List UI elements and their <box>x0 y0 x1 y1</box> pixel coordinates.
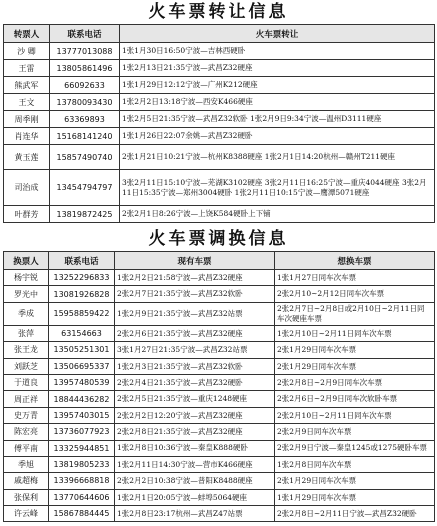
exchange-section <box>0 227 437 522</box>
exchange-header-row <box>4 252 435 270</box>
cell-ticket: 2张2月1日8:26宁波—上饶K584硬卧上下铺 <box>120 206 435 223</box>
cell-want: 2张2月8日~2月9日同车次车票 <box>275 374 435 390</box>
table-row <box>4 128 435 145</box>
cell-have: 2张2月4日21:35宁波—武昌Z32硬卧 <box>115 374 275 390</box>
cell-have: 2张2月5日21:35宁波—重庆1248硬座 <box>115 391 275 407</box>
cell-have: 1张2月1日20:05宁波—蚌埠5064硬座 <box>115 489 275 505</box>
col-header-name: 转票人 <box>4 25 50 43</box>
table-row <box>4 374 435 390</box>
col-header-want: 想换车票 <box>275 252 435 270</box>
cell-want: 2张2月9日同车次车票 <box>275 424 435 440</box>
cell-name: 许云峰 <box>4 506 49 522</box>
cell-phone: 66092633 <box>50 77 120 94</box>
table-row <box>4 407 435 423</box>
cell-ticket: 2张1月21日10:21宁波—杭州K8388硬座 1张2月1日14:20杭州—赣州T211硬座 <box>120 145 435 170</box>
cell-phone: 63154663 <box>49 325 115 341</box>
col-header-ticket: 火车票转让 <box>120 25 435 43</box>
col-header-name: 换票人 <box>4 252 49 270</box>
cell-ticket: 3张2月11日15:10宁波—芜湖K3102硬座 3张2月11日16:25宁波—重庆4044硬座 3张2月11日15:35宁波—郑州3004硬卧 1张2月11日10:15宁波—鹰潭5071硬座 <box>120 170 435 206</box>
table-row <box>4 94 435 111</box>
cell-ticket: 1张1月30日16:50宁波—吉林西硬卧 <box>120 43 435 60</box>
cell-phone: 13325944851 <box>49 440 115 456</box>
cell-have: 2张2月8日21:35宁波—武昌Z32硬座 <box>115 424 275 440</box>
cell-phone: 13819805233 <box>49 456 115 472</box>
table-row <box>4 489 435 505</box>
cell-name: 沙 卿 <box>4 43 50 60</box>
cell-name: 王文 <box>4 94 50 111</box>
exchange-title: 火车票调换信息 <box>148 229 289 249</box>
cell-phone: 13819872425 <box>50 206 120 223</box>
table-row <box>4 342 435 358</box>
cell-phone: 13506695337 <box>49 358 115 374</box>
table-row <box>4 456 435 472</box>
cell-phone: 15857490740 <box>50 145 120 170</box>
col-header-phone: 联系电话 <box>49 252 115 270</box>
table-row <box>4 145 435 170</box>
cell-name: 季成 <box>4 302 49 325</box>
table-row <box>4 391 435 407</box>
cell-want: 2张2月10日~2月11日同车次车票 <box>275 407 435 423</box>
cell-want: 1张1月27日同车次车票 <box>275 270 435 286</box>
cell-want: 2张1月29日同车次车票 <box>275 342 435 358</box>
cell-name: 肖连华 <box>4 128 50 145</box>
cell-phone: 13454794797 <box>50 170 120 206</box>
cell-name: 熊武军 <box>4 77 50 94</box>
exchange-table <box>3 251 435 522</box>
cell-name: 叶群芳 <box>4 206 50 223</box>
cell-want: 2张2月9日宁波—秦皇1245或1275硬卧车票 <box>275 440 435 456</box>
cell-name: 张王龙 <box>4 342 49 358</box>
transfer-section <box>0 0 437 223</box>
cell-ticket: 1张2月13日21:35宁波—武昌Z32硬座 <box>120 60 435 77</box>
cell-phone: 15867884445 <box>49 506 115 522</box>
cell-name: 司治成 <box>4 170 50 206</box>
transfer-table <box>3 24 435 223</box>
cell-want: 2张2月10~2月12日同车次车票 <box>275 286 435 302</box>
table-row <box>4 473 435 489</box>
cell-have: 1张2月11日14:30宁波—营市K466硬座 <box>115 456 275 472</box>
cell-have: 3张1月27日21:35宁波—武昌Z32站票 <box>115 342 275 358</box>
table-row <box>4 270 435 286</box>
cell-name: 刘跃芝 <box>4 358 49 374</box>
table-row <box>4 424 435 440</box>
cell-ticket: 1张2月5日21:35宁波—武昌Z32软卧 1张2月9日9:34宁波—温州D3111硬座 <box>120 111 435 128</box>
cell-phone: 15958859422 <box>49 302 115 325</box>
col-header-phone: 联系电话 <box>50 25 120 43</box>
transfer-title: 火车票转让信息 <box>148 2 289 22</box>
cell-phone: 13736077923 <box>49 424 115 440</box>
cell-want: 2张1月29日同车次车票 <box>275 358 435 374</box>
table-row <box>4 286 435 302</box>
cell-have: 2张2月2日10:38宁波—普阳K8488硬座 <box>115 473 275 489</box>
cell-want: 2张1月29日同车次车票 <box>275 473 435 489</box>
cell-phone: 13396668818 <box>49 473 115 489</box>
cell-ticket: 1张2月2日13:18宁波—西安K466硬座 <box>120 94 435 111</box>
cell-name: 戚超梅 <box>4 473 49 489</box>
table-row <box>4 506 435 522</box>
cell-name: 张萍 <box>4 325 49 341</box>
cell-phone: 13957403015 <box>49 407 115 423</box>
table-row <box>4 206 435 223</box>
cell-want: 2张2月7日~2月8日或2月10日~2月11日同车次硬座车票 <box>275 302 435 325</box>
cell-ticket: 1张1月26日22:07余姚—武昌Z32硬卧 <box>120 128 435 145</box>
cell-phone: 13081926828 <box>49 286 115 302</box>
cell-name: 季旭 <box>4 456 49 472</box>
transfer-header-row <box>4 25 435 43</box>
cell-want: 1张2月8日同车次车票 <box>275 456 435 472</box>
cell-name: 王雷 <box>4 60 50 77</box>
cell-name: 陈宏亮 <box>4 424 49 440</box>
cell-have: 2张2月6日21:35宁波—武昌Z32硬座 <box>115 325 275 341</box>
cell-ticket: 1张1月29日12:12宁波—广州K212硬座 <box>120 77 435 94</box>
table-row <box>4 170 435 206</box>
cell-have: 2张2月7日21:35宁波—武昌Z32软卧 <box>115 286 275 302</box>
cell-have: 1张2月9日21:35宁波—武昌Z32站票 <box>115 302 275 325</box>
cell-phone: 13252296833 <box>49 270 115 286</box>
table-row <box>4 325 435 341</box>
cell-phone: 15168141240 <box>50 128 120 145</box>
cell-phone: 13770644606 <box>49 489 115 505</box>
cell-phone: 13957480539 <box>49 374 115 390</box>
table-row <box>4 43 435 60</box>
cell-name: 张保利 <box>4 489 49 505</box>
cell-have: 1张2月8日23:17杭州—武昌Z47站票 <box>115 506 275 522</box>
cell-want: 2张2月8日~2月11日宁波—武昌Z32硬卧 <box>275 506 435 522</box>
table-row <box>4 440 435 456</box>
cell-have: 1张2月3日21:35宁波—武昌Z32软卧 <box>115 358 275 374</box>
cell-have: 1张2月8日10:36宁波—秦皇K888硬卧 <box>115 440 275 456</box>
table-row <box>4 358 435 374</box>
cell-name: 黄玉莲 <box>4 145 50 170</box>
cell-want: 1张1月29日同车次车票 <box>275 489 435 505</box>
table-row <box>4 77 435 94</box>
table-row <box>4 302 435 325</box>
table-row <box>4 111 435 128</box>
cell-name: 史万青 <box>4 407 49 423</box>
cell-name: 周正祥 <box>4 391 49 407</box>
cell-name: 傅平南 <box>4 440 49 456</box>
cell-have: 1张2月2日21:58宁波—武昌Z32硬座 <box>115 270 275 286</box>
cell-name: 周季刚 <box>4 111 50 128</box>
cell-name: 于道良 <box>4 374 49 390</box>
cell-name: 杨宇锐 <box>4 270 49 286</box>
cell-phone: 13505251301 <box>49 342 115 358</box>
col-header-have: 现有车票 <box>115 252 275 270</box>
cell-phone: 18844436282 <box>49 391 115 407</box>
cell-have: 2张2月2日12:20宁波—武昌Z32硬座 <box>115 407 275 423</box>
cell-want: 1张2月10日~2月11日同车次车票 <box>275 325 435 341</box>
cell-phone: 13780093430 <box>50 94 120 111</box>
cell-name: 罗光中 <box>4 286 49 302</box>
table-row <box>4 60 435 77</box>
cell-phone: 63369893 <box>50 111 120 128</box>
cell-phone: 13805861496 <box>50 60 120 77</box>
cell-want: 2张2月6日~2月9日同车次软卧车票 <box>275 391 435 407</box>
cell-phone: 13777013088 <box>50 43 120 60</box>
